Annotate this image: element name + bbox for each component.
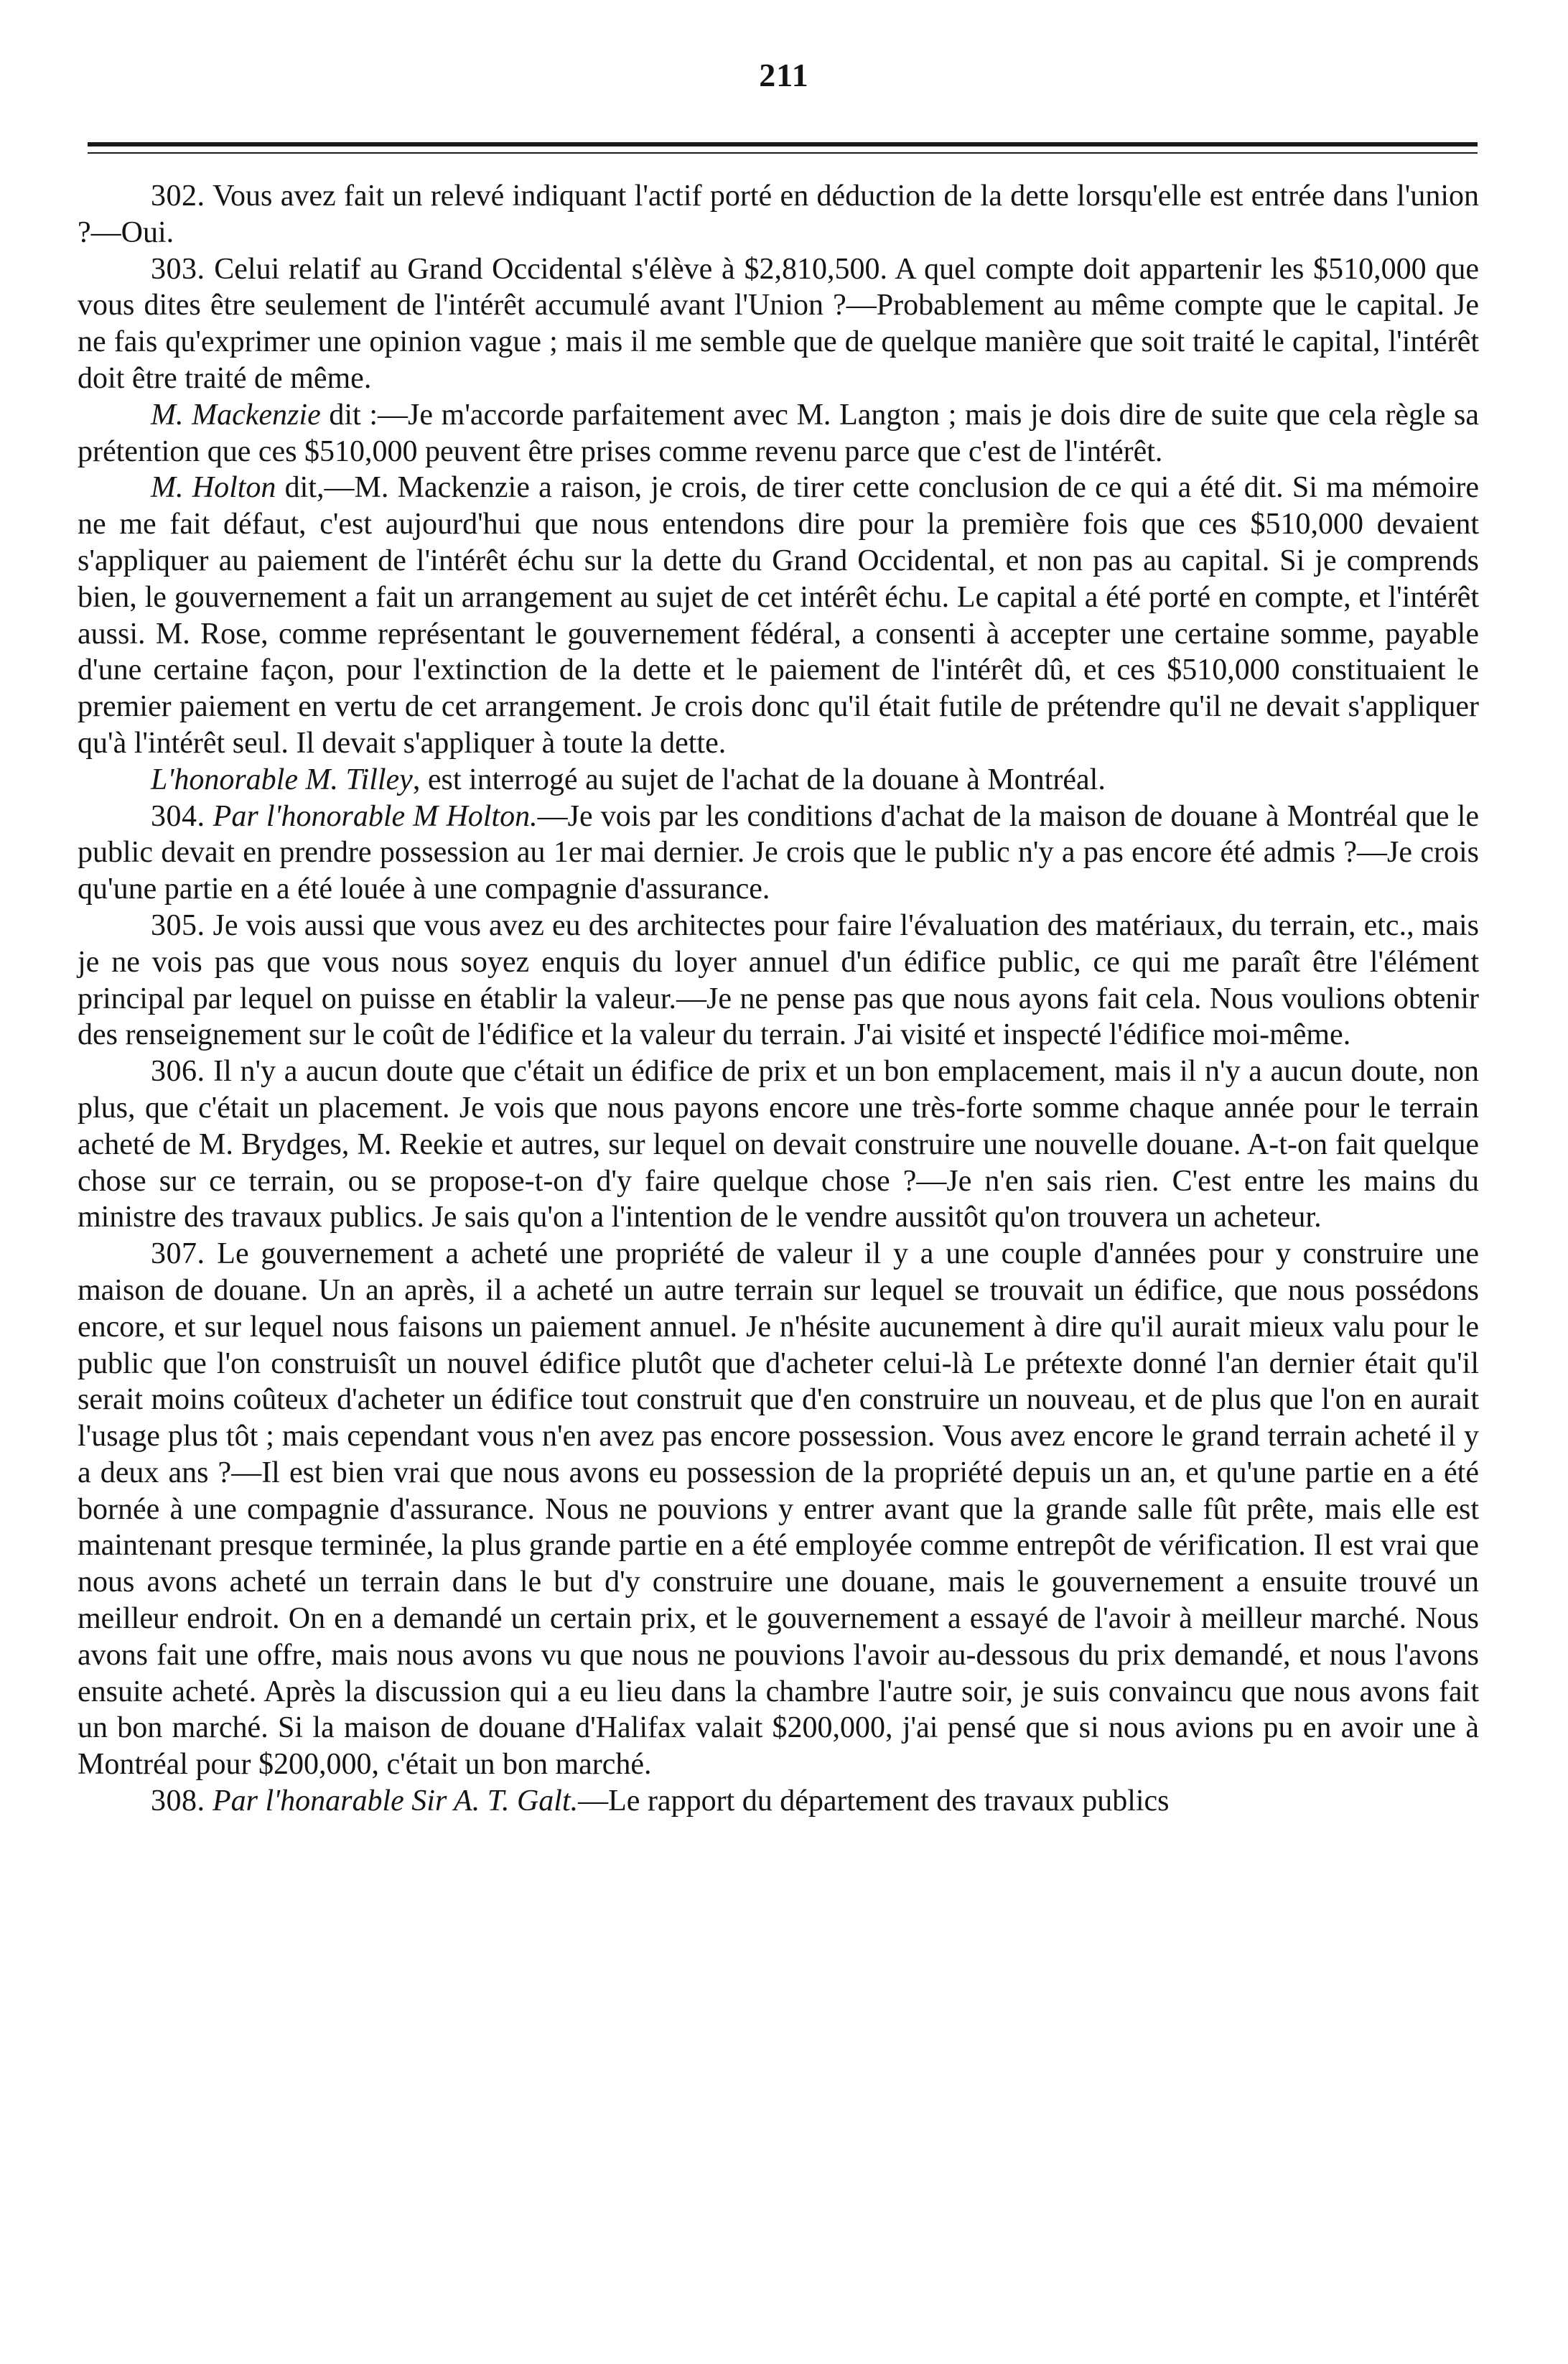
paragraph-text: Je vois aussi que vous avez eu des architectes pour faire l'évaluation des matériaux, du terrain, etc., mais je ne vois pas que vous nous soyez enquis du loyer annuel d'un édifice public, ce qui me paraît être l'élément principal par lequel on puisse en établir la valeur.—Je ne pense pas que nous ayons fait cela. Nous voulions obtenir des renseignement sur le coût de l'édifice et la valeur du terrain. J'ai visité et inspecté l'édifice moi-même. <box>78 908 1479 1052</box>
paragraph-305 <box>78 908 1479 1053</box>
question-number: 306. <box>151 1055 205 1089</box>
paragraph-text: dit :—Je m'accorde parfaitement avec M. Langton ; mais je dois dire de suite que cela règle sa prétention que ces $510,000 peuvent être prises comme revenu parce que c'est de l'intérêt. <box>78 398 1479 468</box>
body-text <box>78 178 1479 1820</box>
speaker-name: Par l'honorable M Holton. <box>213 799 538 833</box>
speaker-name: Par l'honarable Sir A. T. Galt. <box>213 1784 579 1818</box>
paragraph-text: Il n'y a aucun doute que c'était un édifice de prix et un bon emplacement, mais il n'y a aucun doute, non plus, que c'était un placement. Je vois que nous payons encore une très-forte somme chaque année pour le terrain acheté de M. Brydges, M. Reekie et autres, sur lequel on devait construire une nouvelle douane. A-t-on fait quelque chose sur ce terrain, ou se propose-t-on d'y faire quelque chose ?—Je n'en sais rien. C'est entre les mains du ministre des travaux publics. Je sais qu'on a l'intention de le vendre aussitôt qu'on trouvera un acheteur. <box>78 1055 1479 1234</box>
paragraph-text: —Le rapport du département des travaux publics <box>578 1784 1170 1818</box>
question-number: 305. <box>151 908 205 942</box>
question-number: 308. <box>151 1784 205 1818</box>
paragraph-text: —Je vois par les conditions d'achat de la maison de douane à Montréal que le public devait en prendre possession au 1er mai dernier. Je crois que le public n'y a pas encore été admis ?—Je crois qu'une partie en a été louée à une compagnie d'assurance. <box>78 799 1480 906</box>
page-number: 211 <box>759 57 809 93</box>
header-rule-thin <box>88 152 1478 154</box>
header-rule-thick <box>88 142 1478 146</box>
paragraph-text: Vous avez fait un relevé indiquant l'actif porté en déduction de la dette lorsqu'elle est entrée dans l'union ?—Oui. <box>78 180 1479 249</box>
paragraph-text: , est interrogé au sujet de l'achat de la douane à Montréal. <box>412 763 1106 796</box>
question-number: 302. <box>151 180 205 213</box>
paragraph-holton <box>78 470 1479 761</box>
paragraph-text: Celui relatif au Grand Occidental s'élève à $2,810,500. A quel compte doit appartenir les $510,000 que vous dites être seulement de l'intérêt accumulé avant l'Union ?—Probablement au même compte que le capital. Je ne fais qu'exprimer une opinion vague ; mais il me semble que de quelque manière que soit traité le capital, l'intérêt doit être traité de même. <box>78 252 1479 395</box>
question-number: 307. <box>151 1237 205 1271</box>
paragraph-tilley <box>78 762 1479 799</box>
question-number: 303. <box>151 252 205 286</box>
speaker-name: M. Holton <box>151 471 276 505</box>
paragraph-307 <box>78 1236 1479 1783</box>
paragraph-mackenzie <box>78 397 1479 470</box>
paragraph-303 <box>78 251 1479 397</box>
paragraph-text: Le gouvernement a acheté une propriété de valeur il y a une couple d'années pour y construire une maison de douane. Un an après, il a acheté un autre terrain sur lequel se trouvait un édifice, que nous possédons encore, et sur lequel nous faisons un paiement annuel. Je n'hésite aucunement à dire qu'il aurait mieux valu pour le public que l'on construisît un nouvel édifice plutôt que d'acheter celui-là Le prétexte donné l'an dernier était qu'il serait moins coûteux d'acheter un édifice tout construit que d'en construire un nouveau, et de plus que l'on en aurait l'usage plus tôt ; mais cependant vous n'en avez pas encore possession. Vous avez encore le grand terrain acheté il y a deux ans ?—Il est bien vrai que nous avons eu possession de la propriété depuis un an, et qu'une partie en a été bornée à une compagnie d'assurance. Nous ne pouvions y entrer avant que la grande salle fût prête, mais elle est maintenant presque terminée, la plus grande partie en a été employée comme entrepôt de vérification. Il est vrai que nous avons acheté un terrain dans le but d'y construire une douane, mais le gouvernement a ensuite trouvé un meilleur endroit. On en a demandé un certain prix, et le gouvernement a essayé de l'avoir à meilleur marché. Nous avons fait une offre, mais nous avons vu que nous ne pouvions l'avoir au-dessous du prix demandé, et nous l'avons ensuite acheté. Après la discussion qui a eu lieu dans la chambre l'autre soir, je suis convaincu que nous avons fait un bon marché. Si la maison de douane d'Halifax valait $200,000, j'ai pensé que si nous avions pu en avoir une à Montréal pour $200,000, c'était un bon marché. <box>78 1237 1479 1782</box>
speaker-name: L'honorable M. Tilley <box>151 763 413 796</box>
paragraph-308 <box>78 1783 1479 1820</box>
speaker-name: M. Mackenzie <box>151 398 321 432</box>
paragraph-302 <box>78 178 1479 251</box>
paragraph-text: dit,—M. Mackenzie a raison, je crois, de tirer cette conclusion de ce qui a été dit. Si ma mémoire ne me fait défaut, c'est aujourd'hui que nous entendons dire pour la première fois que ces $510,000 devaient s'appliquer au paiement de l'intérêt échu sur la dette du Grand Occidental, et non pas au capital. Si je comprends bien, le gouvernement a fait un arrangement au sujet de cet intérêt échu. Le capital a été porté en compte, et l'intérêt aussi. M. Rose, comme représentant le gouvernement fédéral, a consenti à accepter une certaine somme, payable d'une certaine façon, pour l'extinction de la dette et le paiement de l'intérêt dû, et ces $510,000 constituaient le premier paiement en vertu de cet arrangement. Je crois donc qu'il était futile de prétendre qu'il ne devait s'appliquer qu'à l'intérêt seul. Il devait s'appliquer à toute la dette. <box>78 471 1479 760</box>
question-number: 304. <box>151 799 205 833</box>
paragraph-306 <box>78 1053 1479 1236</box>
paragraph-304 <box>78 799 1479 908</box>
